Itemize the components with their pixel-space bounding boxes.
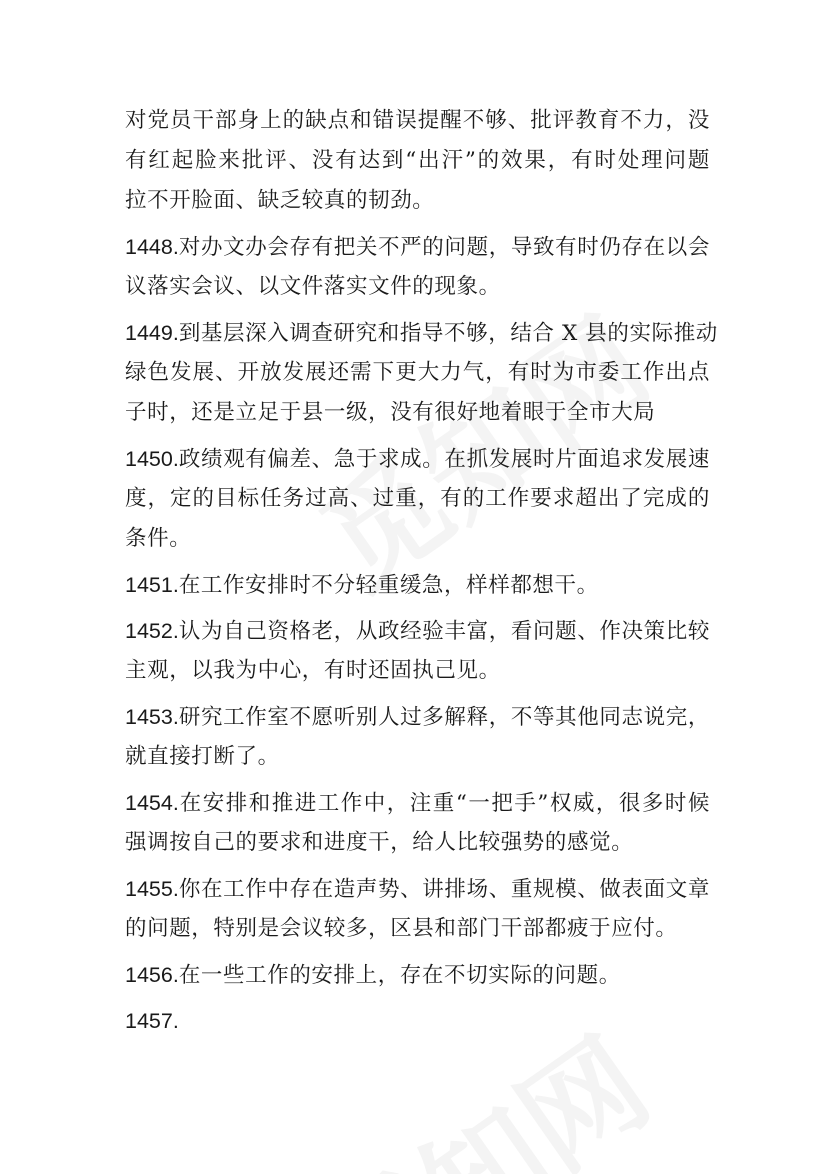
line-text: 的问题，特别是会议较多，区县和部门干部都疲于应付。 — [125, 916, 678, 941]
line-text: 对办文办会存有把关不严的问题，导致有时仍存在以会 — [178, 235, 710, 260]
item-number: 1457. — [125, 1009, 179, 1033]
paragraph — [125, 697, 710, 777]
item-number: 1448. — [125, 235, 179, 259]
text-line — [125, 697, 710, 737]
line-text: 认为自己资格老，从政经验丰富，看问题、作决策比较 — [178, 619, 710, 644]
text-line — [125, 519, 710, 559]
paragraph — [125, 439, 710, 559]
text-line — [125, 393, 710, 433]
document-body — [125, 101, 718, 1041]
paragraph — [125, 611, 710, 691]
text-line — [125, 353, 710, 393]
item-number: 1454. — [125, 791, 179, 815]
text-line — [125, 909, 710, 949]
line-text: 拉不开脸面、缺乏较真的韧劲。 — [125, 188, 435, 213]
item-number: 1456. — [125, 963, 179, 987]
line-text: 在一些工作的安排上，存在不切实际的问题。 — [178, 963, 621, 988]
item-number: 1455. — [125, 877, 179, 901]
text-line — [125, 1001, 710, 1041]
text-line — [125, 101, 710, 141]
text-line — [125, 227, 710, 267]
line-text: 政绩观有偏差、急于求成。在抓发展时片面追求发展速 — [178, 447, 710, 472]
text-line — [125, 955, 710, 995]
line-text: 有红起脸来批评、没有达到“出汗”的效果，有时处理问题 — [125, 148, 710, 173]
text-line — [125, 611, 710, 651]
line-text: 在工作安排时不分轻重缓急，样样都想干。 — [178, 573, 599, 598]
text-line — [125, 313, 718, 353]
line-text: 条件。 — [125, 526, 192, 551]
text-line — [125, 479, 710, 519]
line-text: 度，定的目标任务过高、过重，有的工作要求超出了完成的 — [125, 486, 710, 511]
paragraph — [125, 869, 710, 949]
line-text: 就直接打断了。 — [125, 744, 280, 769]
line-text: 子时，还是立足于县一级，没有很好地着眼于全市大局 — [125, 400, 656, 425]
paragraph — [125, 227, 710, 307]
paragraph — [125, 565, 710, 605]
text-line — [125, 823, 710, 863]
line-text: 主观，以我为中心，有时还固执己见。 — [125, 658, 501, 683]
line-text: 到基层深入调查研究和指导不够，结合 X 县的实际推动 — [178, 321, 718, 346]
item-number: 1449. — [125, 321, 179, 345]
text-line — [125, 141, 710, 181]
line-text: 研究工作室不愿听别人过多解释，不等其他同志说完， — [178, 705, 710, 730]
text-line — [125, 651, 710, 691]
paragraph — [125, 1001, 710, 1041]
text-line — [125, 783, 710, 823]
text-line — [125, 869, 710, 909]
line-text: 强调按自己的要求和进度干，给人比较强势的感觉。 — [125, 830, 634, 855]
paragraph — [125, 313, 718, 433]
line-text: 在安排和推进工作中，注重“一把手”权威，很多时候 — [178, 791, 710, 816]
line-text: 绿色发展、开放发展还需下更大力气，有时为市委工作出点 — [125, 360, 710, 385]
line-text: 你在工作中存在造声势、讲排场、重规模、做表面文章 — [178, 877, 710, 902]
item-number: 1450. — [125, 447, 179, 471]
line-text: 议落实会议、以文件落实文件的现象。 — [125, 274, 501, 299]
text-line — [125, 267, 710, 307]
item-number: 1451. — [125, 573, 179, 597]
item-number: 1453. — [125, 705, 179, 729]
text-line — [125, 439, 710, 479]
paragraph — [125, 783, 710, 863]
text-line — [125, 181, 710, 221]
text-line — [125, 737, 710, 777]
text-line — [125, 565, 710, 605]
item-number: 1452. — [125, 619, 179, 643]
paragraph — [125, 101, 710, 221]
line-text: 对党员干部身上的缺点和错误提醒不够、批评教育不力，没 — [125, 108, 710, 133]
paragraph — [125, 955, 710, 995]
